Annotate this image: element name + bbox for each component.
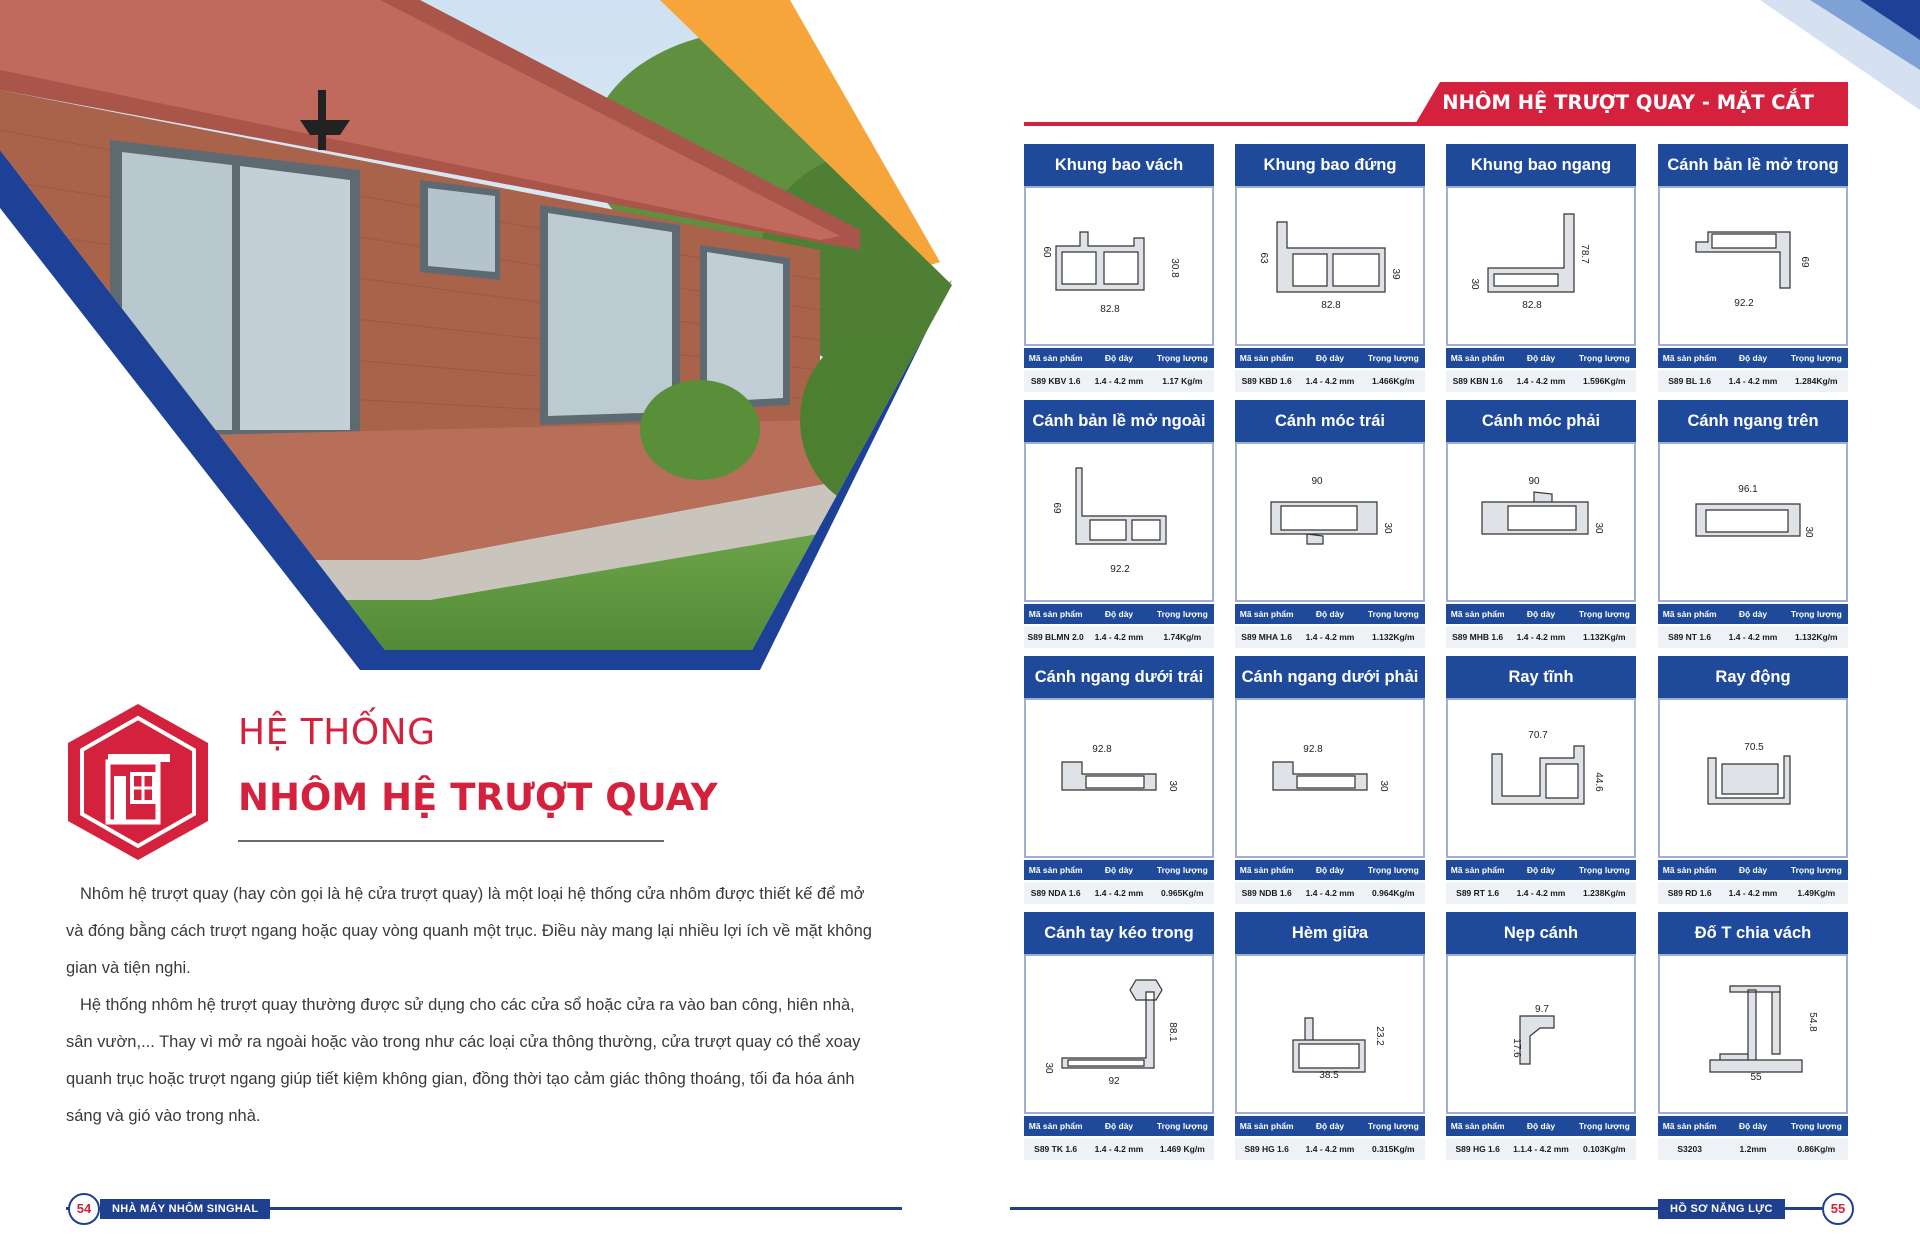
profile-section-svg bbox=[1237, 188, 1423, 344]
spec-header-cell: Trọng lượng bbox=[1790, 865, 1842, 875]
dimension-label: 30.8 bbox=[1169, 258, 1180, 278]
spec-header-cell: Mã sản phẩm bbox=[1239, 865, 1294, 875]
spec-table-header bbox=[1446, 1116, 1636, 1136]
spec-header-cell: Mã sản phẩm bbox=[1662, 609, 1717, 619]
spec-table-row bbox=[1446, 626, 1636, 648]
profile-outline bbox=[1482, 492, 1588, 534]
profile-cross-section-drawing bbox=[1658, 954, 1848, 1114]
description-paragraph-2: Hệ thống nhôm hệ trượt quay thường được sử dụng cho các cửa sổ hoặc cửa ra vào ban công, hiên nhà, sân vườn,... Thay vì mở ra ngoài hoặc vào trong như các loại cửa thông thường, cửa trượt quay có thể xoay quanh trục hoặc trượt ngang giúp tiết kiệm không gian, đồng thời tạo cảm giác thông thoáng, tối đa hóa ánh sáng và gió vào trong nhà. bbox=[66, 996, 861, 1125]
spec-header-cell: Mã sản phẩm bbox=[1662, 1121, 1717, 1131]
spec-header-cell: Trọng lượng bbox=[1578, 353, 1630, 363]
profile-outline bbox=[1488, 214, 1574, 292]
spec-weight: 1.596Kg/m bbox=[1583, 376, 1626, 386]
spec-header-cell: Trọng lượng bbox=[1790, 1121, 1842, 1131]
profile-outline bbox=[1710, 986, 1802, 1072]
spec-header-cell: Độ dày bbox=[1315, 1121, 1345, 1131]
dimension-label: 78.7 bbox=[1579, 244, 1590, 264]
spec-table-row bbox=[1235, 882, 1425, 904]
spec-header-cell: Độ dày bbox=[1315, 865, 1345, 875]
page-number-left: 54 bbox=[68, 1193, 100, 1225]
spec-table-header bbox=[1024, 604, 1214, 624]
spec-table-row bbox=[1446, 1138, 1636, 1160]
dimension-label: 90 bbox=[1311, 476, 1323, 487]
profile-card bbox=[1658, 656, 1848, 906]
spec-header-cell: Trọng lượng bbox=[1156, 353, 1208, 363]
spec-weight: 1.238Kg/m bbox=[1583, 888, 1626, 898]
title-divider bbox=[238, 840, 664, 842]
spec-header-cell: Mã sản phẩm bbox=[1662, 865, 1717, 875]
description-paragraph-1: Nhôm hệ trượt quay (hay còn gọi là hệ cửa trượt quay) là một loại hệ thống cửa nhôm được thiết kế để mở và đóng bằng cách trượt ngang hoặc quay vòng quanh một trục. Điều này mang lại nhiều lợi ích về mặt không gian và tiện nghi. bbox=[66, 885, 872, 977]
dimension-label: 63 bbox=[1258, 252, 1269, 264]
spec-header-cell: Trọng lượng bbox=[1156, 609, 1208, 619]
profile-cross-section-drawing bbox=[1235, 186, 1425, 346]
spec-table-row bbox=[1235, 626, 1425, 648]
profile-cross-section-drawing bbox=[1024, 442, 1214, 602]
dimension-label: 30 bbox=[1593, 522, 1604, 534]
dimension-label: 82.8 bbox=[1321, 300, 1341, 311]
spec-header-cell: Độ dày bbox=[1738, 865, 1768, 875]
spec-header-cell: Mã sản phẩm bbox=[1028, 1121, 1083, 1131]
dimension-label: 30 bbox=[1167, 780, 1178, 792]
spec-table-row bbox=[1024, 882, 1214, 904]
spec-header-cell: Độ dày bbox=[1315, 353, 1345, 363]
dimension-label: 9.7 bbox=[1535, 1004, 1549, 1015]
dimension-label: 17.6 bbox=[1511, 1038, 1522, 1058]
spec-thickness: 1.4 - 4.2 mm bbox=[1305, 1144, 1355, 1154]
dimension-label: 82.8 bbox=[1100, 304, 1120, 315]
spec-header-cell: Độ dày bbox=[1738, 353, 1768, 363]
section-title-line2: NHÔM HỆ TRƯỢT QUAY bbox=[238, 776, 718, 819]
dimension-label: 92.8 bbox=[1092, 744, 1112, 755]
dimension-label: 70.5 bbox=[1744, 742, 1764, 753]
spec-weight: 1.469 Kg/m bbox=[1159, 1144, 1205, 1154]
spec-header-cell: Độ dày bbox=[1104, 353, 1134, 363]
profile-cross-section-drawing bbox=[1235, 954, 1425, 1114]
dimension-label: 30 bbox=[1382, 522, 1393, 534]
section-title-line1: HỆ THỐNG bbox=[238, 712, 436, 753]
spec-header-cell: Độ dày bbox=[1104, 1121, 1134, 1131]
spec-header-cell: Trọng lượng bbox=[1367, 865, 1419, 875]
spec-table-row bbox=[1446, 882, 1636, 904]
spec-table-row bbox=[1446, 370, 1636, 392]
spec-thickness: 1.4 - 4.2 mm bbox=[1305, 376, 1355, 386]
spec-table-header bbox=[1024, 860, 1214, 880]
spec-header-cell: Độ dày bbox=[1738, 1121, 1768, 1131]
profile-card bbox=[1235, 144, 1425, 394]
spec-table-row bbox=[1024, 1138, 1214, 1160]
profile-card-title: Đố T chia vách bbox=[1658, 912, 1848, 954]
dimension-label: 30 bbox=[1803, 526, 1814, 538]
spec-header-cell: Trọng lượng bbox=[1367, 609, 1419, 619]
profile-card-title: Cánh móc trái bbox=[1235, 400, 1425, 442]
spec-table-header bbox=[1658, 348, 1848, 368]
profile-card-title: Ray tĩnh bbox=[1446, 656, 1636, 698]
spec-code: S89 MHB 1.6 bbox=[1452, 632, 1504, 642]
profile-section-svg bbox=[1026, 956, 1212, 1112]
spec-code: S89 BLMN 2.0 bbox=[1027, 632, 1084, 642]
spec-table-row bbox=[1235, 1138, 1425, 1160]
profile-cross-section-drawing bbox=[1024, 954, 1214, 1114]
spec-table-header bbox=[1658, 604, 1848, 624]
dimension-label: 38.5 bbox=[1319, 1070, 1339, 1081]
spec-header-cell: Độ dày bbox=[1526, 353, 1556, 363]
spec-header-cell: Mã sản phẩm bbox=[1450, 1121, 1505, 1131]
spec-weight: 0.965Kg/m bbox=[1161, 888, 1204, 898]
spec-weight: 0.86Kg/m bbox=[1797, 1144, 1836, 1154]
profile-cross-section-drawing bbox=[1235, 442, 1425, 602]
spec-table-header bbox=[1024, 348, 1214, 368]
spec-table-header bbox=[1658, 1116, 1848, 1136]
dimension-label: 23.2 bbox=[1374, 1026, 1385, 1046]
spec-header-cell: Trọng lượng bbox=[1578, 609, 1630, 619]
spec-code: S89 KBD 1.6 bbox=[1241, 376, 1292, 386]
profile-outline bbox=[1076, 468, 1166, 544]
dimension-label: 39 bbox=[1390, 268, 1401, 280]
spec-weight: 1.74Kg/m bbox=[1163, 632, 1202, 642]
spec-table-row bbox=[1658, 626, 1848, 648]
profile-card bbox=[1024, 912, 1214, 1162]
profile-section-svg bbox=[1448, 700, 1634, 856]
spec-header-cell: Độ dày bbox=[1315, 609, 1345, 619]
spec-table-header bbox=[1235, 860, 1425, 880]
profile-card-title: Cánh móc phải bbox=[1446, 400, 1636, 442]
dimension-label: 92.2 bbox=[1110, 564, 1130, 575]
spec-header-cell: Trọng lượng bbox=[1790, 353, 1842, 363]
spec-header-cell: Mã sản phẩm bbox=[1028, 353, 1083, 363]
spec-header-cell: Độ dày bbox=[1738, 609, 1768, 619]
spec-code: S89 HG 1.6 bbox=[1244, 1144, 1289, 1154]
profile-cross-section-drawing bbox=[1446, 698, 1636, 858]
spec-weight: 1.132Kg/m bbox=[1372, 632, 1415, 642]
spec-header-cell: Trọng lượng bbox=[1367, 353, 1419, 363]
spec-header-cell: Trọng lượng bbox=[1578, 865, 1630, 875]
spec-header-cell: Độ dày bbox=[1104, 865, 1134, 875]
profile-outline bbox=[1520, 1016, 1554, 1064]
spec-table-row bbox=[1024, 626, 1214, 648]
profile-outline bbox=[1696, 232, 1790, 288]
spec-code: S89 NDB 1.6 bbox=[1241, 888, 1292, 898]
dimension-label: 69 bbox=[1051, 502, 1062, 514]
spec-code: S89 NT 1.6 bbox=[1668, 632, 1712, 642]
profile-section-svg bbox=[1448, 444, 1634, 600]
profile-section-svg bbox=[1660, 956, 1846, 1112]
dimension-label: 30 bbox=[1043, 1062, 1054, 1074]
spec-header-cell: Độ dày bbox=[1526, 609, 1556, 619]
profile-card-title: Cánh ngang dưới phải bbox=[1235, 656, 1425, 698]
spec-header-cell: Trọng lượng bbox=[1578, 1121, 1630, 1131]
profile-cross-section-drawing bbox=[1446, 954, 1636, 1114]
profile-section-svg bbox=[1660, 188, 1846, 344]
spec-weight: 0.964Kg/m bbox=[1372, 888, 1415, 898]
profile-cross-section-drawing bbox=[1658, 698, 1848, 858]
dimension-label: 44.6 bbox=[1593, 772, 1604, 792]
profile-card bbox=[1446, 400, 1636, 650]
profile-card bbox=[1235, 912, 1425, 1162]
spec-thickness: 1.4 - 4.2 mm bbox=[1094, 632, 1144, 642]
spec-code: S89 HG 1.6 bbox=[1455, 1144, 1500, 1154]
profile-card bbox=[1658, 144, 1848, 394]
profile-outline bbox=[1273, 762, 1367, 790]
spec-header-cell: Mã sản phẩm bbox=[1028, 609, 1083, 619]
spec-thickness: 1.4 - 4.2 mm bbox=[1094, 1144, 1144, 1154]
section-title-block bbox=[66, 702, 718, 862]
hero-photo-composition bbox=[0, 0, 960, 680]
section-header-banner bbox=[1024, 82, 1848, 126]
spec-header-cell: Mã sản phẩm bbox=[1450, 865, 1505, 875]
spec-header-cell: Mã sản phẩm bbox=[1450, 609, 1505, 619]
profile-section-svg bbox=[1237, 956, 1423, 1112]
profile-outline bbox=[1492, 746, 1584, 804]
spec-table-header bbox=[1446, 604, 1636, 624]
spec-table-row bbox=[1658, 1138, 1848, 1160]
profile-card bbox=[1446, 144, 1636, 394]
spec-code: S89 TK 1.6 bbox=[1034, 1144, 1078, 1154]
dimension-label: 70.7 bbox=[1528, 730, 1548, 741]
profile-card-title: Khung bao đứng bbox=[1235, 144, 1425, 186]
spec-table-header bbox=[1658, 860, 1848, 880]
profile-section-svg bbox=[1237, 700, 1423, 856]
profile-card bbox=[1658, 400, 1848, 650]
spec-header-cell: Mã sản phẩm bbox=[1028, 865, 1083, 875]
profile-outline bbox=[1277, 222, 1385, 292]
spec-header-cell: Trọng lượng bbox=[1790, 609, 1842, 619]
profile-card-title: Khung bao ngang bbox=[1446, 144, 1636, 186]
spec-weight: 0.315Kg/m bbox=[1372, 1144, 1415, 1154]
spec-code: S89 RD 1.6 bbox=[1667, 888, 1712, 898]
spec-header-cell: Trọng lượng bbox=[1156, 1121, 1208, 1131]
profile-card bbox=[1024, 400, 1214, 650]
footer-label-right: HỒ SƠ NĂNG LỰC bbox=[1658, 1199, 1785, 1219]
profile-section-svg bbox=[1448, 188, 1634, 344]
dimension-label: 90 bbox=[1528, 476, 1540, 487]
profile-section-svg bbox=[1660, 444, 1846, 600]
profile-card-title: Nẹp cánh bbox=[1446, 912, 1636, 954]
spec-weight: 1.132Kg/m bbox=[1583, 632, 1626, 642]
spec-thickness: 1.4 - 4.2 mm bbox=[1728, 376, 1778, 386]
dimension-label: 69 bbox=[1799, 256, 1810, 268]
profile-section-svg bbox=[1237, 444, 1423, 600]
spec-weight: 1.284Kg/m bbox=[1795, 376, 1838, 386]
spec-code: S3203 bbox=[1677, 1144, 1702, 1154]
profile-card-title: Cánh bản lề mở ngoài bbox=[1024, 400, 1214, 442]
spec-thickness: 1.4 - 4.2 mm bbox=[1516, 376, 1566, 386]
profile-outline bbox=[1062, 980, 1162, 1068]
spec-thickness: 1.4 - 4.2 mm bbox=[1305, 888, 1355, 898]
section-header-title: NHÔM HỆ TRƯỢT QUAY - MẶT CẮT bbox=[1442, 91, 1814, 114]
spec-header-cell: Trọng lượng bbox=[1367, 1121, 1419, 1131]
spec-weight: 0.103Kg/m bbox=[1583, 1144, 1626, 1154]
dimension-label: 96.1 bbox=[1738, 484, 1758, 495]
dimension-label: 92.8 bbox=[1303, 744, 1323, 755]
profile-outline bbox=[1293, 1018, 1365, 1072]
profile-cross-section-drawing bbox=[1235, 698, 1425, 858]
spec-header-cell: Mã sản phẩm bbox=[1239, 1121, 1294, 1131]
dimension-label: 54.8 bbox=[1807, 1012, 1818, 1032]
profile-card-title: Cánh tay kéo trong bbox=[1024, 912, 1214, 954]
spec-thickness: 1.4 - 4.2 mm bbox=[1094, 888, 1144, 898]
profile-section-svg bbox=[1026, 444, 1212, 600]
spec-header-cell: Độ dày bbox=[1526, 1121, 1556, 1131]
spec-table-row bbox=[1658, 370, 1848, 392]
profile-card-title: Ray động bbox=[1658, 656, 1848, 698]
profile-cross-section-drawing bbox=[1446, 442, 1636, 602]
spec-header-cell: Mã sản phẩm bbox=[1239, 353, 1294, 363]
dimension-label: 55 bbox=[1750, 1072, 1762, 1083]
spec-table-header bbox=[1235, 348, 1425, 368]
profile-card bbox=[1446, 912, 1636, 1162]
profile-card-title: Cánh ngang dưới trái bbox=[1024, 656, 1214, 698]
spec-table-header bbox=[1235, 604, 1425, 624]
profile-cross-section-drawing bbox=[1658, 442, 1848, 602]
spec-code: S89 MHA 1.6 bbox=[1241, 632, 1293, 642]
profile-section-svg bbox=[1026, 700, 1212, 856]
profile-card-title: Cánh ngang trên bbox=[1658, 400, 1848, 442]
profile-outline bbox=[1271, 502, 1377, 544]
profile-cross-section-drawing bbox=[1446, 186, 1636, 346]
spec-code: S89 KBN 1.6 bbox=[1452, 376, 1503, 386]
spec-code: S89 RT 1.6 bbox=[1456, 888, 1500, 898]
spec-table-header bbox=[1446, 860, 1636, 880]
spec-thickness: 1.1.4 - 4.2 mm bbox=[1513, 1144, 1569, 1154]
spec-table-header bbox=[1024, 1116, 1214, 1136]
dimension-label: 92.2 bbox=[1734, 298, 1754, 309]
profile-section-svg bbox=[1026, 188, 1212, 344]
spec-thickness: 1.4 - 4.2 mm bbox=[1728, 632, 1778, 642]
footer-label-left: NHÀ MÁY NHÔM SINGHAL bbox=[100, 1199, 270, 1219]
spec-thickness: 1.4 - 4.2 mm bbox=[1728, 888, 1778, 898]
spec-table-header bbox=[1235, 1116, 1425, 1136]
profile-card bbox=[1235, 400, 1425, 650]
profile-cross-section-drawing bbox=[1024, 186, 1214, 346]
spec-thickness: 1.2mm bbox=[1739, 1144, 1767, 1154]
spec-table-row bbox=[1658, 882, 1848, 904]
spec-code: S89 NDA 1.6 bbox=[1030, 888, 1081, 898]
building-hexagon-icon bbox=[66, 702, 210, 862]
spec-weight: 1.132Kg/m bbox=[1795, 632, 1838, 642]
spec-thickness: 1.4 - 4.2 mm bbox=[1516, 632, 1566, 642]
spec-code: S89 BL 1.6 bbox=[1668, 376, 1712, 386]
dimension-label: 92 bbox=[1108, 1076, 1120, 1087]
page-number-right: 55 bbox=[1822, 1193, 1854, 1225]
dimension-label: 82.8 bbox=[1522, 300, 1542, 311]
profile-card bbox=[1235, 656, 1425, 906]
profile-card-title: Cánh bản lề mở trong bbox=[1658, 144, 1848, 186]
spec-weight: 1.49Kg/m bbox=[1797, 888, 1836, 898]
dimension-label: 88.1 bbox=[1167, 1022, 1178, 1042]
spec-header-cell: Độ dày bbox=[1526, 865, 1556, 875]
profile-section-svg bbox=[1660, 700, 1846, 856]
spec-header-cell: Mã sản phẩm bbox=[1662, 353, 1717, 363]
profile-outline bbox=[1696, 504, 1800, 536]
dimension-label: 30 bbox=[1378, 780, 1389, 792]
profile-outline bbox=[1062, 762, 1156, 790]
spec-thickness: 1.4 - 4.2 mm bbox=[1094, 376, 1144, 386]
spec-weight: 1.466Kg/m bbox=[1372, 376, 1415, 386]
dimension-label: 60 bbox=[1041, 246, 1052, 258]
spec-table-row bbox=[1235, 370, 1425, 392]
spec-header-cell: Trọng lượng bbox=[1156, 865, 1208, 875]
spec-weight: 1.17 Kg/m bbox=[1162, 376, 1203, 386]
spec-thickness: 1.4 - 4.2 mm bbox=[1305, 632, 1355, 642]
spec-thickness: 1.4 - 4.2 mm bbox=[1516, 888, 1566, 898]
spec-table-row bbox=[1024, 370, 1214, 392]
profile-outline bbox=[1056, 232, 1144, 290]
profile-card bbox=[1024, 144, 1214, 394]
profile-card-title: Hèm giữa bbox=[1235, 912, 1425, 954]
spec-header-cell: Mã sản phẩm bbox=[1239, 609, 1294, 619]
profile-card bbox=[1024, 656, 1214, 906]
dimension-label: 30 bbox=[1469, 278, 1480, 290]
profile-outline bbox=[1708, 756, 1790, 804]
profile-cross-section-drawing bbox=[1658, 186, 1848, 346]
profile-section-svg bbox=[1448, 956, 1634, 1112]
description-text bbox=[66, 876, 882, 1135]
spec-header-cell: Độ dày bbox=[1104, 609, 1134, 619]
spec-table-header bbox=[1446, 348, 1636, 368]
profile-card-title: Khung bao vách bbox=[1024, 144, 1214, 186]
spec-code: S89 KBV 1.6 bbox=[1030, 376, 1081, 386]
profile-card bbox=[1658, 912, 1848, 1162]
spec-header-cell: Mã sản phẩm bbox=[1450, 353, 1505, 363]
profile-cross-section-drawing bbox=[1024, 698, 1214, 858]
profile-card bbox=[1446, 656, 1636, 906]
